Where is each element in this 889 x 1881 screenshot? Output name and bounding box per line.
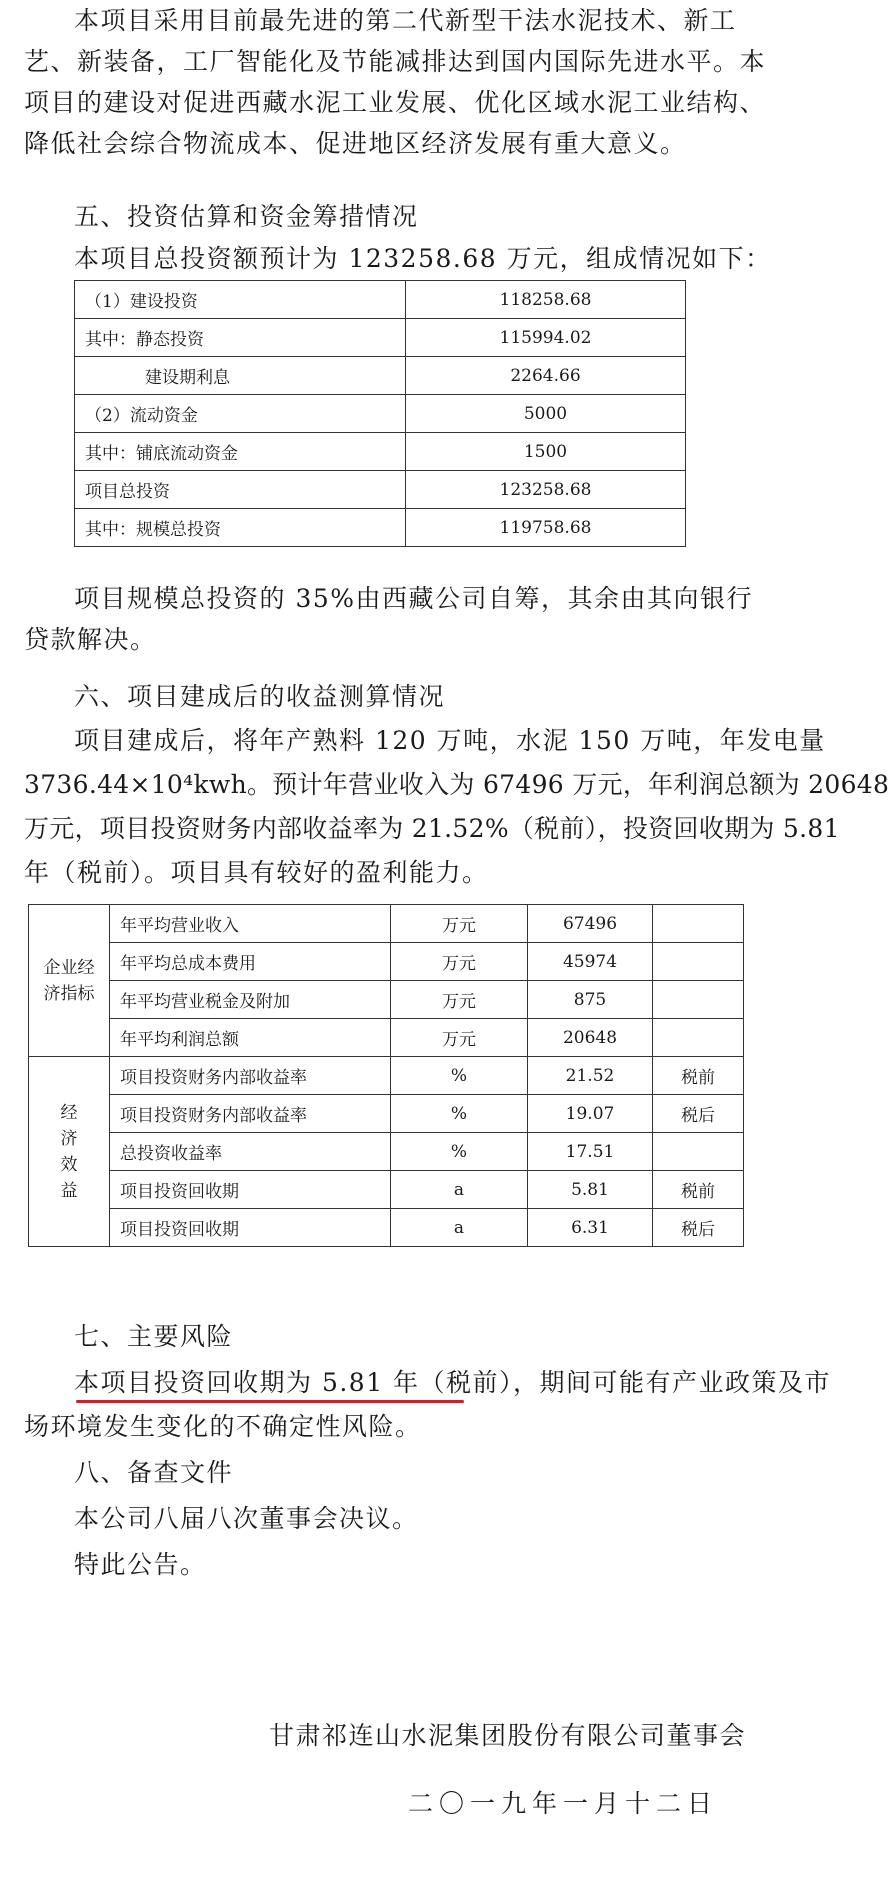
table-row (29, 1057, 744, 1095)
indicator-name: 年平均利润总额 (110, 1019, 391, 1057)
indicator-unit: % (391, 1057, 528, 1095)
table-row (75, 319, 686, 357)
section-7-heading: 七、主要风险 (74, 1322, 234, 1351)
risk-line-1: 本项目投资回收期为 5.81 年（税前），期间可能有产业政策及市 (74, 1368, 832, 1397)
signature-organization: 甘肃祁连山水泥集团股份有限公司董事会 (268, 1721, 746, 1750)
investment-value: 5000 (406, 395, 686, 433)
indicator-value: 20648 (528, 1019, 653, 1057)
returns-line-2: 3736.44×10⁴kwh。预计年营业收入为 67496 万元，年利润总额为 20648 (24, 770, 889, 799)
indicator-value: 6.31 (528, 1209, 653, 1247)
indicator-name: 项目投资回收期 (110, 1171, 391, 1209)
indicator-value: 45974 (528, 943, 653, 981)
investment-value: 1500 (406, 433, 686, 471)
indicator-name: 年平均营业税金及附加 (110, 981, 391, 1019)
table-row (75, 509, 686, 547)
indicator-unit: a (391, 1171, 528, 1209)
investment-value: 119758.68 (406, 509, 686, 547)
table-row (75, 281, 686, 319)
investment-label: （1）建设投资 (75, 281, 406, 319)
table-row (75, 357, 686, 395)
returns-line-3: 万元，项目投资财务内部收益率为 21.52%（税前），投资回收期为 5.81 (24, 814, 840, 843)
section-8-heading: 八、备查文件 (74, 1458, 234, 1487)
investment-value: 123258.68 (406, 471, 686, 509)
table-row (29, 1133, 744, 1171)
investment-label: 其中：铺底流动资金 (75, 433, 406, 471)
reference-document: 本公司八届八次董事会决议。 (74, 1504, 419, 1533)
indicator-unit: 万元 (391, 905, 528, 943)
indicator-note (653, 1019, 744, 1057)
investment-table (74, 280, 686, 547)
indicator-note (653, 943, 744, 981)
investment-label: （2）流动资金 (75, 395, 406, 433)
investment-label: 其中：静态投资 (75, 319, 406, 357)
indicator-name: 年平均总成本费用 (110, 943, 391, 981)
table-row (75, 395, 686, 433)
investment-label: 其中：规模总投资 (75, 509, 406, 547)
indicator-note (653, 981, 744, 1019)
indicator-note: 税后 (653, 1095, 744, 1133)
investment-value: 118258.68 (406, 281, 686, 319)
group-label-enterprise: 企业经济指标 (29, 905, 110, 1057)
table-row (29, 981, 744, 1019)
section-6-heading: 六、项目建成后的收益测算情况 (74, 682, 446, 711)
investment-intro: 本项目总投资额预计为 123258.68 万元，组成情况如下： (74, 244, 772, 273)
table-row (29, 1209, 744, 1247)
table-row (75, 471, 686, 509)
highlight-underline (76, 1400, 464, 1403)
investment-label: 建设期利息 (75, 357, 406, 395)
project-description-paragraph: 本项目采用目前最先进的第二代新型干法水泥技术、新工艺、新装备，工厂智能化及节能减排达到国内国际先进水平。本项目的建设对促进西藏水泥工业发展、优化区域水泥工业结构、降低社会综合物流成本、促进地区经济发展有重大意义。 (24, 6, 767, 158)
indicator-note: 税前 (653, 1057, 744, 1095)
indicator-name: 总投资收益率 (110, 1133, 391, 1171)
section-5-heading: 五、投资估算和资金筹措情况 (74, 202, 419, 231)
investment-label: 项目总投资 (75, 471, 406, 509)
indicator-unit: % (391, 1133, 528, 1171)
indicator-note (653, 1133, 744, 1171)
indicator-value: 875 (528, 981, 653, 1019)
indicator-unit: % (391, 1095, 528, 1133)
indicator-value: 67496 (528, 905, 653, 943)
indicator-unit: a (391, 1209, 528, 1247)
risk-line-2: 场环境发生变化的不确定性风险。 (24, 1412, 422, 1441)
table-row (29, 1019, 744, 1057)
returns-line-1: 项目建成后，将年产熟料 120 万吨，水泥 150 万吨，年发电量 (74, 726, 826, 755)
economic-indicator-table (28, 904, 744, 1247)
investment-value: 2264.66 (406, 357, 686, 395)
indicator-name: 项目投资财务内部收益率 (110, 1095, 391, 1133)
returns-line-4: 年（税前）。项目具有较好的盈利能力。 (24, 858, 489, 887)
indicator-name: 项目投资财务内部收益率 (110, 1057, 391, 1095)
group-label-economic: 经济效益 (29, 1057, 110, 1247)
indicator-note (653, 905, 744, 943)
signature-date: 二〇一九年一月十二日 (407, 1789, 718, 1818)
indicator-value: 17.51 (528, 1133, 653, 1171)
table-row (29, 905, 744, 943)
indicator-value: 5.81 (528, 1171, 653, 1209)
closing-remark: 特此公告。 (74, 1550, 207, 1579)
indicator-note: 税后 (653, 1209, 744, 1247)
indicator-value: 19.07 (528, 1095, 653, 1133)
indicator-name: 年平均营业收入 (110, 905, 391, 943)
table-row (29, 1171, 744, 1209)
table-row (29, 943, 744, 981)
indicator-unit: 万元 (391, 943, 528, 981)
investment-value: 115994.02 (406, 319, 686, 357)
table-row (29, 1095, 744, 1133)
indicator-unit: 万元 (391, 981, 528, 1019)
indicator-note: 税前 (653, 1171, 744, 1209)
indicator-name: 项目投资回收期 (110, 1209, 391, 1247)
indicator-value: 21.52 (528, 1057, 653, 1095)
financing-paragraph: 项目规模总投资的 35%由西藏公司自筹，其余由其向银行贷款解决。 (24, 584, 754, 654)
table-row (75, 433, 686, 471)
indicator-unit: 万元 (391, 1019, 528, 1057)
